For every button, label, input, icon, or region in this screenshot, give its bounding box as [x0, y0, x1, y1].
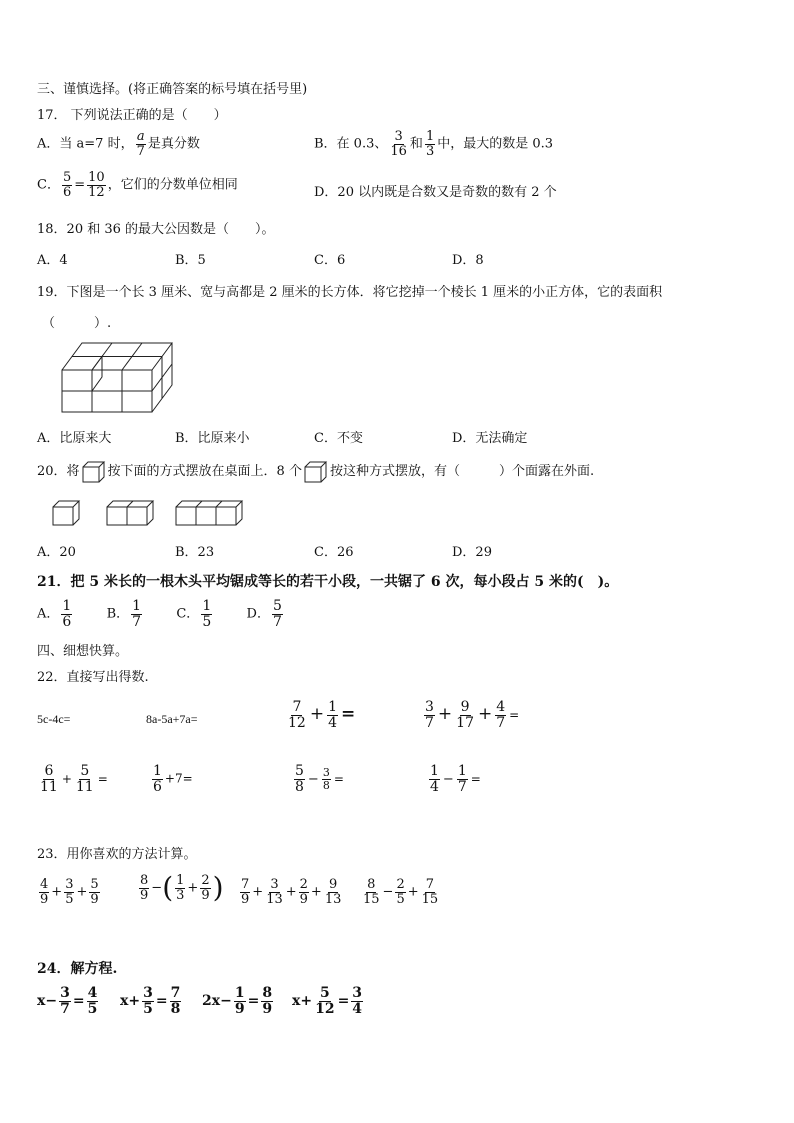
q24-e1-frac-1 — [59, 986, 71, 1016]
q22-e5-frac-2 — [75, 764, 95, 794]
q23-e1-op2: + — [76, 884, 88, 900]
q24-e3-pre: 2x− — [202, 993, 232, 1010]
q17-c-fraction-2 — [87, 171, 106, 199]
q23-e2-f1-num: 8 — [140, 873, 149, 888]
q21-c-num: 1 — [202, 598, 212, 614]
q24-e2-eq: = — [155, 993, 168, 1010]
cube-icon — [82, 461, 106, 483]
q24-e3-f1-den: 9 — [234, 1000, 245, 1017]
q21-stem: 21．把 5 米长的一根木头平均锯成等长的若干小段，一共锯了 6 次，每小段占 5 米的( )。 — [37, 574, 619, 590]
q17-b-f1-num: 3 — [394, 129, 403, 144]
q22-e3-frac-2 — [327, 700, 338, 730]
q18-option-c: C．6 — [314, 253, 346, 268]
q23-stem: 23．用你喜欢的方法计算。 — [37, 847, 197, 862]
q24-equation-1 — [37, 986, 100, 1016]
q23-e4-f1-num: 8 — [367, 877, 376, 892]
q22-e7-op: − — [307, 771, 319, 787]
q24-e4-f1-num: 5 — [319, 985, 330, 1001]
q22-e7-f2-num: 3 — [322, 766, 330, 780]
q17-b-pre: B．在 0.3、 — [314, 136, 388, 152]
q17-option-d: D．20 以内既是合数又是奇数的数有 2 个 — [314, 185, 557, 200]
q23-e3-f2-den: 13 — [266, 891, 283, 907]
q22-e8-eq: = — [470, 771, 481, 786]
q23-e3-op2: + — [285, 884, 297, 900]
q23-e1-f1-den: 9 — [40, 891, 49, 907]
q17-option-b — [314, 130, 553, 158]
q23-e3-f3-den: 9 — [299, 891, 308, 907]
q22-e8-frac-1 — [429, 764, 440, 794]
q21-a-fraction — [61, 599, 72, 629]
q21-c-den: 5 — [202, 613, 212, 630]
q24-e4-f2-num: 3 — [352, 985, 363, 1001]
q19-option-d: D．无法确定 — [452, 431, 528, 446]
q23-e1-frac-2 — [64, 878, 74, 906]
q23-expr-3 — [238, 878, 344, 906]
section4-title: 四、细想快算。 — [37, 644, 129, 659]
q22-e5-f2-num: 5 — [80, 763, 90, 779]
q17-c-post: ，它们的分数单位相同 — [107, 177, 238, 193]
q24-e3-frac-2 — [261, 986, 273, 1016]
q21-d-den: 7 — [272, 613, 282, 630]
q17-option-a — [37, 130, 200, 158]
q22-e6-f1-den: 6 — [153, 778, 162, 795]
q17-stem: 17． 下列说法正确的是（ ） — [37, 108, 227, 123]
q23-e2-f3-num: 2 — [201, 873, 210, 888]
q23-e3-op3: + — [310, 884, 322, 900]
q23-e2-op2: + — [187, 880, 199, 896]
q18-stem: 18．20 和 36 的最大公因数是（ ）。 — [37, 222, 275, 237]
q24-e1-f2-num: 4 — [87, 985, 98, 1001]
q22-expr-5 — [37, 764, 109, 794]
q22-expr-1: 5c-4c= — [37, 712, 71, 726]
q22-e6-tail: +7= — [164, 771, 193, 786]
q22-e3-f2-num: 1 — [328, 699, 337, 715]
q23-e4-frac-1 — [362, 878, 381, 906]
q19-cuboid-figure — [60, 340, 175, 415]
q23-e4-frac-3 — [421, 878, 440, 906]
q23-e3-f1-den: 9 — [241, 891, 250, 907]
q24-e4-frac-2 — [351, 986, 363, 1016]
q22-e8-f1-num: 1 — [430, 763, 439, 779]
q22-e6-frac-1 — [152, 764, 163, 794]
q17-a-num: a — [136, 129, 145, 144]
q22-e7-eq: = — [333, 771, 344, 786]
q23-e3-f3-num: 2 — [299, 877, 308, 892]
q23-e2-frac-1 — [139, 874, 149, 902]
q24-e2-f2-den: 8 — [170, 1000, 181, 1017]
q24-equation-4 — [292, 986, 365, 1016]
q21-options — [37, 599, 285, 629]
q22-e4-f1-num: 3 — [425, 699, 434, 715]
q21-d-fraction — [272, 599, 283, 629]
q17-a-den: 7 — [136, 143, 145, 159]
q19-option-a: A．比原来大 — [37, 431, 112, 446]
q17-a-fraction — [136, 130, 146, 158]
q22-e8-f2-num: 1 — [457, 763, 467, 779]
q22-expr-7 — [292, 764, 345, 794]
q22-expr-3 — [285, 700, 356, 730]
q22-e4-f3-den: 7 — [496, 714, 506, 731]
q23-e3-frac-1 — [240, 878, 250, 906]
q23-e4-f3-num: 7 — [425, 877, 435, 892]
q24-e1-f1-num: 3 — [60, 985, 70, 1001]
q23-e2-frac-3 — [200, 874, 210, 902]
q23-e4-f2-num: 2 — [396, 877, 405, 892]
q23-e1-f3-den: 9 — [90, 891, 99, 907]
q20-three-cubes-figure — [175, 500, 245, 526]
q19-option-c: C．不变 — [314, 431, 363, 446]
q21-c-label: C． — [176, 606, 200, 622]
q24-e3-eq: = — [247, 993, 260, 1010]
q23-e3-frac-4 — [324, 878, 343, 906]
q23-e3-f4-den: 13 — [324, 891, 342, 907]
q23-e1-f3-num: 5 — [90, 877, 99, 892]
q23-expr-1 — [37, 878, 102, 906]
q20-s3: 按这种方式摆放，有（ ）个面露在外面. — [329, 464, 595, 479]
q22-e4-f2-num: 9 — [460, 699, 470, 715]
q24-e2-f1-den: 5 — [143, 1000, 153, 1017]
q22-e5-eq: = — [97, 771, 108, 786]
q22-expr-4 — [422, 700, 520, 730]
q22-e3-frac-1 — [287, 700, 307, 730]
q22-e4-frac-2 — [455, 700, 475, 730]
q21-d-label: D． — [246, 606, 270, 622]
q20-option-a: A．20 — [37, 545, 76, 560]
q23-expr-4 — [360, 878, 441, 906]
q24-e3-f2-num: 8 — [262, 985, 273, 1001]
q18-option-a: A．4 — [37, 253, 68, 268]
q23-e2-f2-den: 3 — [176, 887, 185, 903]
q20-option-c: C．26 — [314, 545, 354, 560]
q21-b-label: B． — [106, 606, 130, 622]
q17-b-fraction-1 — [389, 130, 408, 158]
q22-e5-op: + — [61, 771, 72, 786]
q17-b-mid: 和 — [409, 136, 423, 152]
q20-s2: 按下面的方式摆放在桌面上．8 个 — [107, 464, 302, 479]
q20-s1: 20．将 — [37, 464, 80, 479]
q17-b-f2-den: 3 — [425, 143, 435, 159]
q23-e3-op1: + — [252, 884, 264, 900]
q22-expr-6 — [150, 764, 193, 794]
q21-a-num: 1 — [62, 598, 72, 614]
q17-b-fraction-2 — [425, 130, 435, 158]
q22-e4-op2: + — [478, 703, 493, 724]
q24-e2-frac-2 — [170, 986, 182, 1016]
q17-c-fraction-1 — [62, 171, 72, 199]
q23-e1-f2-num: 3 — [65, 877, 74, 892]
q17-a-pre: A．当 a=7 时， — [37, 136, 134, 152]
q23-e4-frac-2 — [395, 878, 405, 906]
q24-e4-pre: x+ — [292, 993, 313, 1010]
q22-e7-f2-den: 8 — [322, 778, 330, 792]
q23-e3-f4-num: 9 — [328, 877, 338, 892]
q17-c-f1-den: 6 — [62, 184, 72, 200]
q23-e2-frac-2 — [175, 874, 185, 902]
q23-e2-right-paren: ) — [212, 871, 224, 905]
q21-b-num: 1 — [132, 598, 142, 614]
q22-e8-op: − — [442, 771, 454, 787]
q24-e2-frac-1 — [142, 986, 154, 1016]
q22-e7-f1-den: 8 — [295, 778, 304, 795]
q24-equation-2 — [120, 986, 183, 1016]
q21-a-den: 6 — [62, 613, 72, 630]
q19-option-b: B．比原来小 — [175, 431, 250, 446]
q24-e2-f1-num: 3 — [143, 985, 153, 1001]
q20-two-cubes-figure — [106, 500, 156, 526]
q18-option-d: D．8 — [452, 253, 484, 268]
q22-e4-frac-1 — [424, 700, 435, 730]
q20-option-b: B．23 — [175, 545, 215, 560]
q19-blank: （ ）. — [42, 316, 112, 331]
q24-e3-frac-1 — [234, 986, 246, 1016]
q22-e4-f1-den: 7 — [425, 714, 434, 731]
section3-title: 三、谨慎选择。(将正确答案的标号填在括号里) — [37, 82, 308, 97]
q24-e4-f1-den: 12 — [315, 1000, 335, 1017]
q17-c-eq: = — [74, 177, 86, 193]
q23-e1-frac-3 — [89, 878, 99, 906]
q24-equation-3 — [202, 986, 275, 1016]
q23-e2-f1-den: 9 — [140, 887, 149, 903]
q24-e1-f1-den: 7 — [60, 1000, 70, 1017]
q24-e3-f2-den: 9 — [262, 1000, 273, 1017]
q23-e1-frac-1 — [39, 878, 49, 906]
q23-e2-left-paren: ( — [162, 871, 174, 905]
q22-e8-f2-den: 7 — [457, 778, 467, 795]
q17-c-f2-den: 12 — [88, 184, 105, 200]
q22-e6-f1-num: 1 — [153, 763, 162, 779]
q23-e1-op1: + — [51, 884, 63, 900]
q22-e8-frac-2 — [457, 764, 468, 794]
q20-one-cube-figure — [52, 500, 82, 526]
q21-b-fraction — [131, 599, 142, 629]
q22-e4-op1: + — [437, 703, 453, 724]
q23-e4-f1-den: 15 — [363, 891, 380, 907]
q17-c-f2-num: 10 — [88, 170, 105, 185]
q22-e5-frac-1 — [39, 764, 59, 794]
q23-expr-2 — [137, 871, 224, 905]
q17-c-pre: C． — [37, 177, 60, 193]
q23-e2-f2-num: 1 — [176, 873, 185, 888]
q17-a-post: 是真分数 — [147, 136, 200, 152]
q20-stem — [37, 460, 594, 483]
q22-e3-op: + — [309, 703, 325, 724]
q23-e3-f1-num: 7 — [241, 877, 250, 892]
q22-e4-f3-num: 4 — [496, 699, 506, 715]
q23-e4-f2-den: 5 — [396, 891, 405, 907]
q17-b-f1-den: 16 — [390, 143, 407, 159]
q24-e1-pre: x− — [37, 993, 58, 1010]
q23-e4-op2: + — [407, 884, 419, 900]
q24-e1-eq: = — [72, 993, 85, 1010]
q24-e1-frac-2 — [87, 986, 99, 1016]
q20-option-d: D．29 — [452, 545, 492, 560]
q24-e4-frac-1 — [314, 986, 335, 1016]
q24-e3-f1-num: 1 — [234, 985, 245, 1001]
q22-e3-f2-den: 4 — [328, 714, 337, 731]
q22-expr-8 — [427, 764, 482, 794]
q24-e1-f2-den: 5 — [87, 1000, 98, 1017]
q17-option-c — [37, 171, 238, 199]
q22-e4-eq: = — [509, 707, 520, 722]
q22-e5-f1-num: 6 — [44, 763, 54, 779]
q21-c-fraction — [201, 599, 212, 629]
q23-e4-f3-den: 15 — [421, 891, 439, 907]
q23-e2-op1: − — [151, 880, 163, 896]
q18-option-b: B．5 — [175, 253, 206, 268]
q22-stem: 22．直接写出得数. — [37, 670, 149, 685]
q22-e4-f2-den: 17 — [456, 714, 474, 731]
q24-e4-f2-den: 4 — [352, 1000, 363, 1017]
q22-e8-f1-den: 4 — [430, 778, 439, 795]
q22-e4-frac-3 — [495, 700, 506, 730]
q23-e1-f1-num: 4 — [40, 877, 49, 892]
q22-e3-f1-den: 12 — [288, 714, 306, 731]
q21-b-den: 7 — [132, 613, 142, 630]
q17-b-f2-num: 1 — [425, 129, 435, 144]
q23-e2-f3-den: 9 — [201, 887, 210, 903]
q24-e2-pre: x+ — [120, 993, 141, 1010]
q22-e5-f2-den: 11 — [75, 778, 94, 795]
q22-e7-f1-num: 5 — [295, 763, 304, 779]
q23-e4-op1: − — [382, 884, 394, 900]
cube-icon — [304, 461, 328, 483]
q23-e1-f2-den: 5 — [65, 891, 74, 907]
q21-d-num: 5 — [272, 598, 282, 614]
q23-e3-frac-2 — [265, 878, 284, 906]
q21-a-label: A． — [37, 606, 60, 622]
q24-stem: 24．解方程. — [37, 961, 118, 977]
q22-e5-f1-den: 11 — [40, 778, 58, 795]
q22-e7-frac-2 — [322, 767, 331, 791]
q24-e4-eq: = — [337, 993, 350, 1010]
q22-expr-2: 8a-5a+7a= — [146, 712, 198, 726]
q24-e2-f2-num: 7 — [170, 985, 181, 1001]
q22-e3-eq: = — [341, 703, 356, 724]
q17-b-post: 中，最大的数是 0.3 — [437, 136, 554, 152]
q23-e3-f2-num: 3 — [270, 877, 279, 892]
q22-e7-frac-1 — [294, 764, 305, 794]
q19-stem: 19．下图是一个长 3 厘米、宽与高都是 2 厘米的长方体．将它挖掉一个棱长 1 厘米的小正方体，它的表面积 — [37, 285, 663, 300]
q23-e3-frac-3 — [299, 878, 309, 906]
q17-c-f1-num: 5 — [62, 170, 72, 185]
q22-e3-f1-num: 7 — [292, 699, 302, 715]
